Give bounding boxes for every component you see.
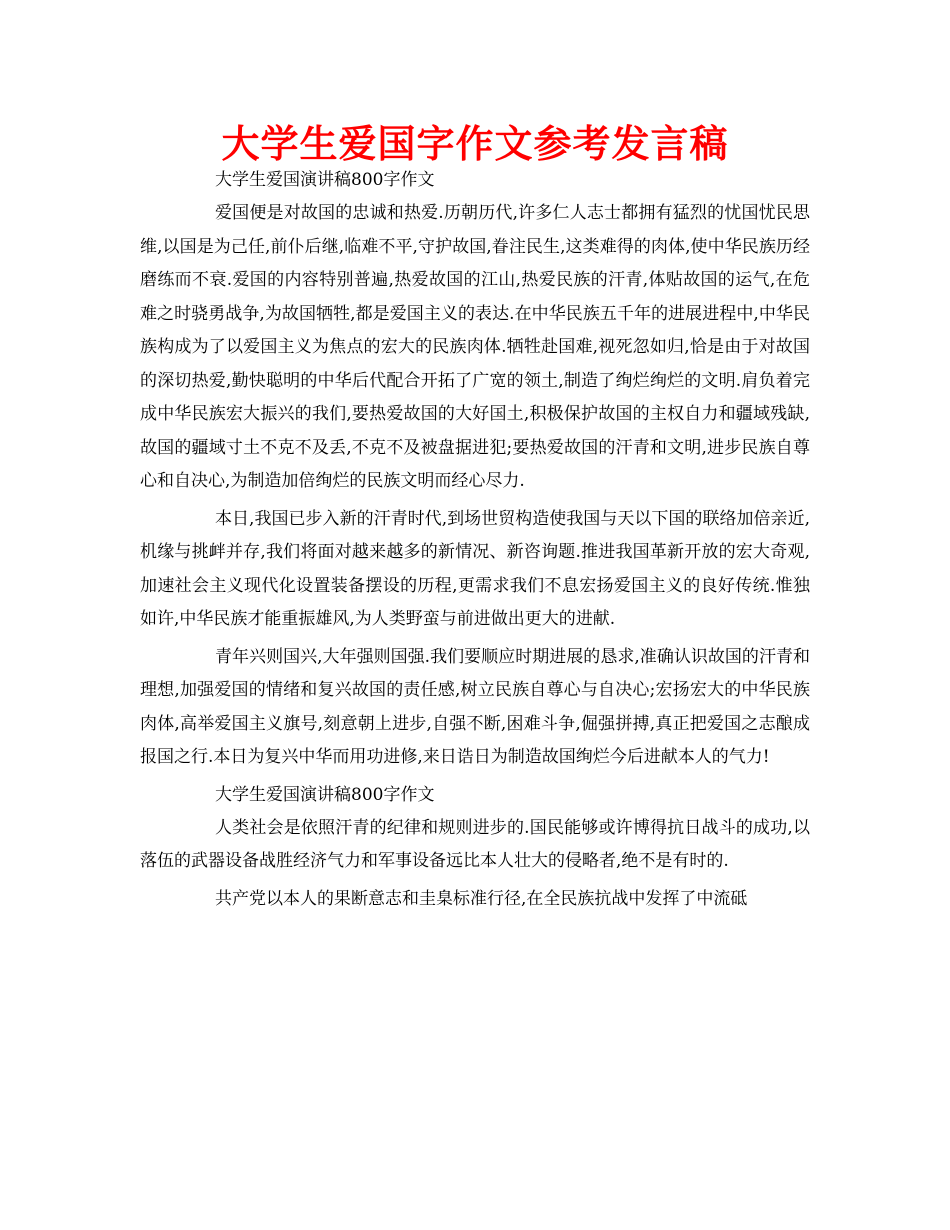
paragraph-1: 爱国便是对故国的忠诚和热爱.历朝历代,许多仁人志士都拥有猛烈的忧国忧民思维,以国是为己任,前仆后继,临难不平,守护故国,眷注民生,这类难得的肉体,使中华民族历经磨练而不衰.爱国的内容特别普遍,热爱故国的江山,热爱民族的汗青,体贴故国的运气,在危难之时骁勇战争,为故国牺牲,都是爱国主义的表达.在中华民族五千年的进展进程中,中华民族构成为了以爱国主义为焦点的宏大的民族肉体.牺牲赴国难,视死忽如归,恰是由于对故国的深切热爱,勤快聪明的中华后代配合开拓了广宽的领土,制造了绚烂绚烂的文明.肩负着完成中华民族宏大振兴的我们,要热爱故国的大好国土,积极保护故国的主权自力和疆域残缺,故国的疆域寸土不克不及丢,不克不及被盘据进犯;要热爱故国的汗青和文明,进步民族自尊心和自决心,为制造加倍绚烂的民族文明而经心尽力. <box>140 203 810 491</box>
paragraph-3: 青年兴则国兴,大年强则国强.我们要顺应时期进展的恳求,准确认识故国的汗青和理想,加强爱国的情绪和复兴故国的责任感,树立民族自尊心与自决心;宏扬宏大的中华民族肉体,高举爱国主义旗号,刻意朝上进步,自强不断,困难斗争,倔强拼搏,真正把爱国之志酿成报国之行.本日为复兴中华而用功进修,来日诰日为制造故国绚烂今后进献本人的气力! <box>140 646 810 767</box>
section-heading-2: 大学生爱国演讲稿800字作文 <box>215 784 435 805</box>
paragraph-4: 人类社会是依照汗青的纪律和规则进步的.国民能够或许博得抗日战斗的成功,以落伍的武器设备战胜经济气力和军事设备远比本人壮大的侵略者,绝不是有时的. <box>140 817 810 871</box>
paragraph-2: 本日,我国已步入新的汗青时代,到场世贸构造使我国与天以下国的联络加倍亲近,机缘与挑衅并存,我们将面对越来越多的新情况、新咨询题.推进我国革新开放的宏大奇观,加速社会主义现代化设置装备摆设的历程,更需求我们不息宏扬爱国主义的良好传统.惟独如许,中华民族才能重振雄风,为人类野蛮与前进做出更大的进献. <box>140 508 810 629</box>
section-heading-1: 大学生爱国演讲稿800字作文 <box>215 170 435 190</box>
page-title: 大学生爱国字作文参考发言稿 <box>221 122 729 166</box>
paragraph-5: 共产党以本人的果断意志和圭臬标准行径,在全民族抗战中发挥了中流砥 <box>215 888 748 909</box>
document-body <box>140 164 810 920</box>
